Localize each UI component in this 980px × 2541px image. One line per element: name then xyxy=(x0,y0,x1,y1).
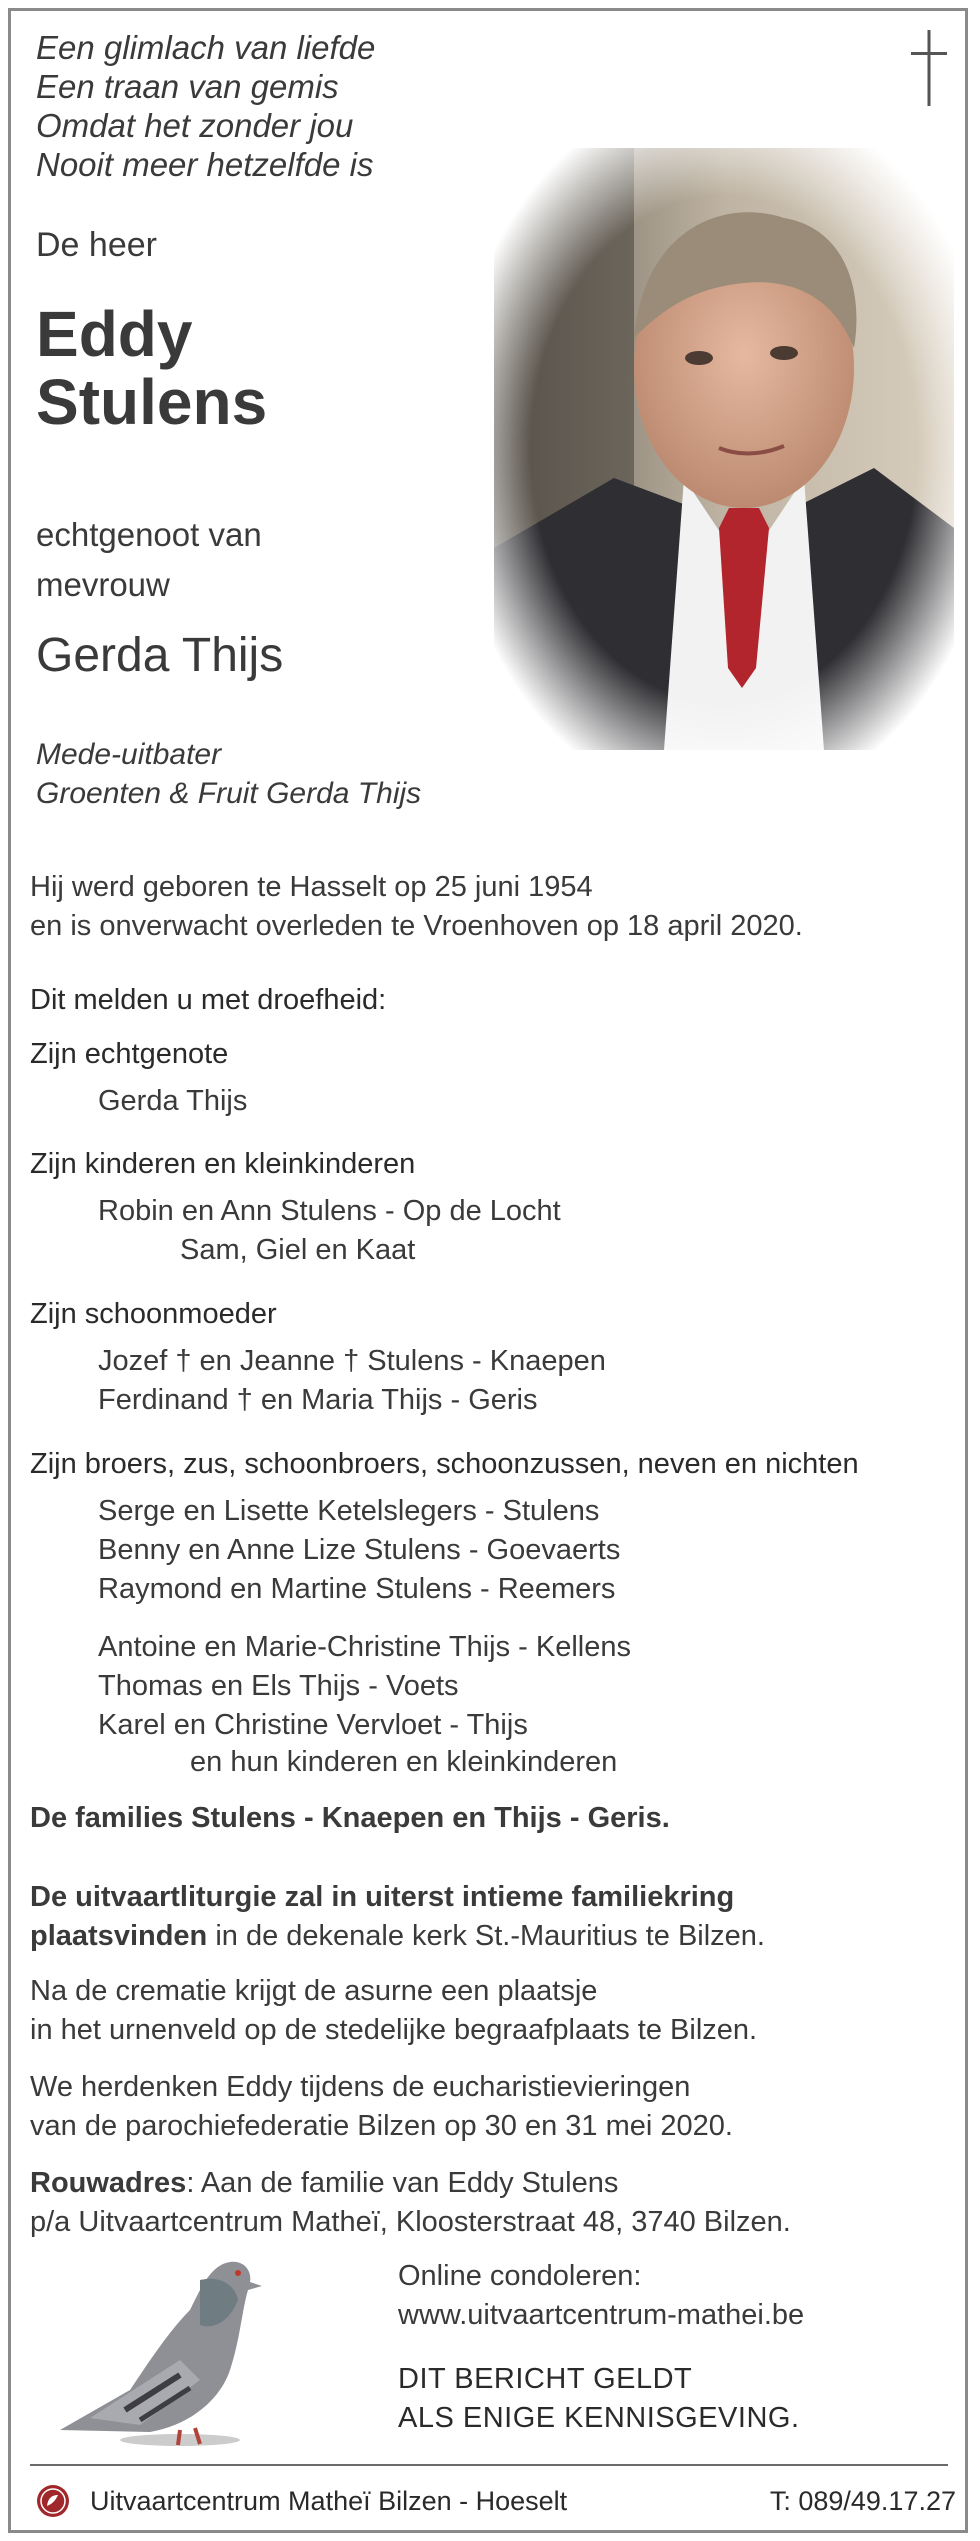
footer xyxy=(36,2482,956,2522)
memorial-info xyxy=(30,2068,733,2146)
poem xyxy=(36,28,375,184)
sibling-entry: Antoine en Marie-Christine Thijs - Kellens xyxy=(98,1631,631,1663)
spouse-name: Gerda Thijs xyxy=(36,629,284,682)
funeral-line-bold: De uitvaartliturgie zal in uiterst intieme familiekring xyxy=(30,1881,735,1913)
condolence-link[interactable]: www.uitvaartcentrum-mathei.be xyxy=(398,2299,805,2331)
occupation xyxy=(36,735,421,813)
inlaws-heading: Zijn schoonmoeder xyxy=(30,1298,277,1330)
life-dates xyxy=(30,868,803,946)
sibling-entry: Benny en Anne Lize Stulens - Goevaerts xyxy=(98,1534,621,1566)
sibling-entry: Serge en Lisette Ketelslegers - Stulens xyxy=(98,1495,600,1527)
notice-line: ALS ENIGE KENNISGEVING. xyxy=(398,2402,800,2434)
mourning-address xyxy=(30,2164,791,2242)
grandchildren-entry: Sam, Giel en Kaat xyxy=(180,1234,416,1266)
inlaws-entry: Ferdinand † en Maria Thijs - Geris xyxy=(98,1384,538,1416)
sibling-entry: Karel en Christine Vervloet - Thijs xyxy=(98,1709,528,1741)
first-name: Eddy xyxy=(36,298,193,370)
funeral-line-rest: in de dekenale kerk St.-Mauritius te Bilzen. xyxy=(207,1920,765,1952)
children-heading: Zijn kinderen en kleinkinderen xyxy=(30,1148,416,1180)
spouse-intro-line: echtgenoot van xyxy=(36,516,262,553)
online-condolences xyxy=(398,2257,804,2335)
last-name: Stulens xyxy=(36,366,268,438)
poem-line: Een glimlach van liefde xyxy=(36,29,376,66)
divider xyxy=(30,2464,948,2466)
memorial-line: van de parochiefederatie Bilzen op 30 en 31 mei 2020. xyxy=(30,2110,733,2142)
cremation-line: Na de crematie krijgt de asurne een plaatsje xyxy=(30,1975,598,2007)
poem-line: Omdat het zonder jou xyxy=(36,107,354,144)
funeral-home-logo xyxy=(36,2484,70,2518)
deceased-name xyxy=(36,300,267,436)
siblings-tail: en hun kinderen en kleinkinderen xyxy=(190,1746,618,1778)
spouse-intro-line: mevrouw xyxy=(36,566,170,603)
occupation-line: Groenten & Fruit Gerda Thijs xyxy=(36,777,422,810)
cross-icon xyxy=(911,30,947,106)
cremation-info xyxy=(30,1972,757,2050)
siblings-list-thijs xyxy=(98,1628,631,1745)
spouse-heading: Zijn echtgenote xyxy=(30,1038,229,1070)
life-dates-line: Hij werd geboren te Hasselt op 25 juni 1954 xyxy=(30,871,593,903)
spouse-entry: Gerda Thijs xyxy=(98,1085,248,1117)
poem-line: Een traan van gemis xyxy=(36,68,339,105)
families-line: De families Stulens - Knaepen en Thijs - Geris. xyxy=(30,1802,670,1834)
address-label: Rouwadres xyxy=(30,2167,187,2199)
funeral-home-name: Uitvaartcentrum Matheï Bilzen - Hoeselt xyxy=(90,2486,568,2516)
address-line: p/a Uitvaartcentrum Matheï, Kloosterstraat 48, 3740 Bilzen. xyxy=(30,2206,791,2238)
honorific: De heer xyxy=(36,226,157,264)
siblings-heading: Zijn broers, zus, schoonbroers, schoonzussen, neven en nichten xyxy=(30,1448,859,1480)
announcement: Dit melden u met droefheid: xyxy=(30,984,387,1016)
inlaws-list xyxy=(98,1342,606,1420)
inlaws-entry: Jozef † en Jeanne † Stulens - Knaepen xyxy=(98,1345,606,1377)
funeral-line-bold: plaatsvinden xyxy=(30,1920,208,1952)
poem-line: Nooit meer hetzelfde is xyxy=(36,146,374,183)
online-label: Online condoleren: xyxy=(398,2260,642,2292)
siblings-list-stulens xyxy=(98,1492,620,1609)
cremation-line: in het urnenveld op de stedelijke begraafplaats te Bilzen. xyxy=(30,2014,758,2046)
portrait-photo xyxy=(494,148,954,750)
sibling-entry: Thomas en Els Thijs - Voets xyxy=(98,1670,459,1702)
address-line: : Aan de familie van Eddy Stulens xyxy=(186,2167,619,2199)
occupation-line: Mede-uitbater xyxy=(36,738,222,771)
official-notice xyxy=(398,2360,800,2438)
funeral-home-phone: T: 089/49.17.27 xyxy=(769,2486,956,2516)
life-dates-line: en is onverwacht overleden te Vroenhoven op 18 april 2020. xyxy=(30,910,803,942)
children-entry: Robin en Ann Stulens - Op de Locht xyxy=(98,1195,561,1227)
memorial-line: We herdenken Eddy tijdens de eucharistievieringen xyxy=(30,2071,691,2103)
funeral-info xyxy=(30,1878,765,1956)
notice-line: DIT BERICHT GELDT xyxy=(398,2363,693,2395)
pigeon-image xyxy=(30,2240,340,2470)
sibling-entry: Raymond en Martine Stulens - Reemers xyxy=(98,1573,616,1605)
spouse-intro xyxy=(36,510,262,610)
